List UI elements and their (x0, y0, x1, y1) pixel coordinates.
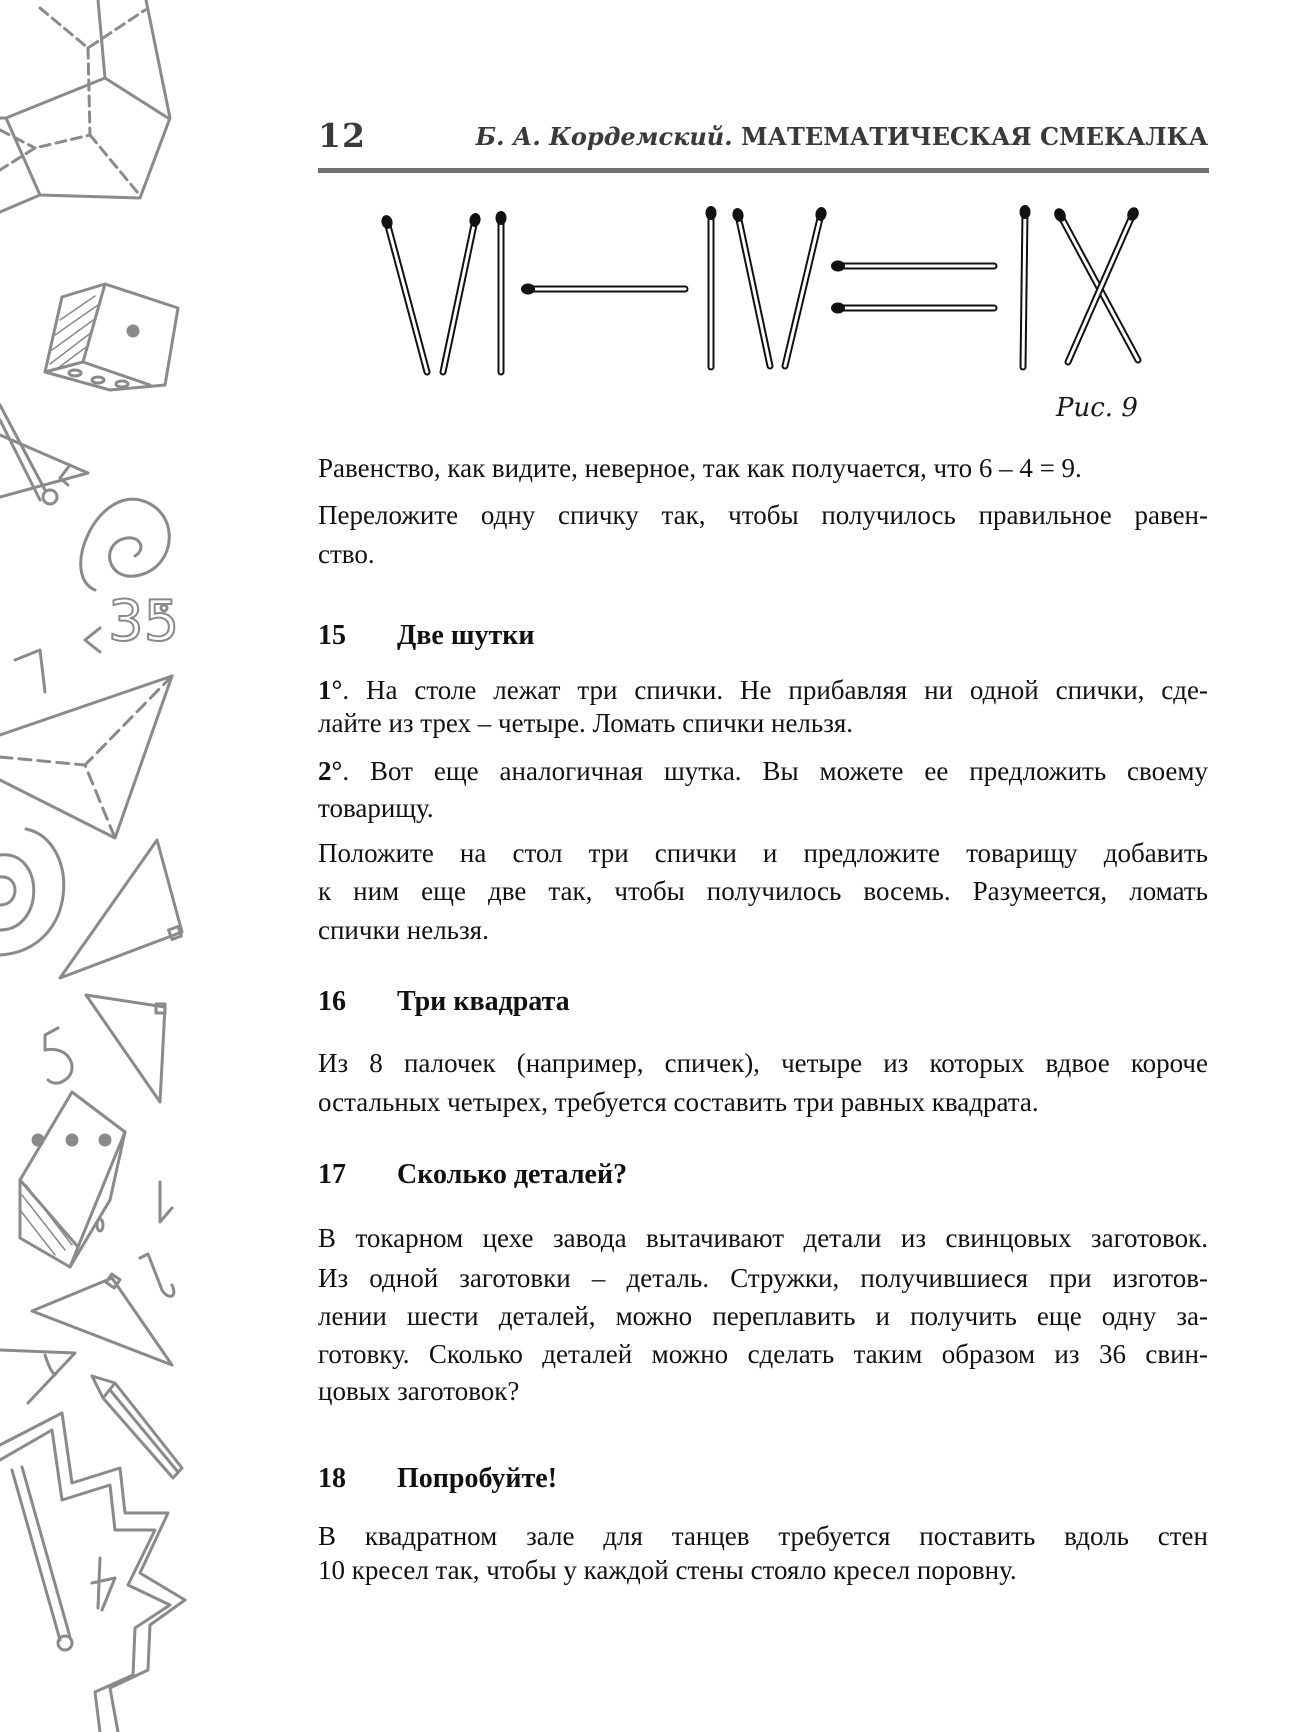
match-head (706, 206, 717, 220)
matchstick (831, 261, 994, 272)
match-head (380, 214, 394, 230)
line-text: . На столе лежат три спички. Не прибавляя ни одной спички, сде- (342, 675, 1208, 705)
page-number: 12 (318, 116, 366, 155)
paragraph-line (318, 758, 1208, 785)
author-name: Б. А. Кордемский. (475, 122, 733, 151)
matchstick (1019, 205, 1030, 367)
paragraph-line: В токарном цехе завода вытачивают детали из свинцовых заготовок. (318, 1223, 1208, 1253)
paragraph-line: Положите на стол три спички и предложите товарищу добавить (318, 838, 1208, 868)
dice-icon (20, 1092, 174, 1296)
paragraph-line: готовку. Сколько деталей можно сделать таким образом из 36 свин- (318, 1339, 1208, 1369)
section-heading (318, 622, 534, 650)
polyhedron-icon (0, 0, 170, 212)
triangle-icon (45, 840, 182, 1102)
intro-line: Равенство, как видите, неверное, так как получается, что 6 – 4 = 9. (318, 453, 1082, 483)
running-head (318, 116, 1208, 156)
paragraph-line: цовых заготовок? (318, 1376, 520, 1406)
matchstick (496, 211, 507, 372)
book-title (476, 122, 1208, 151)
set-square-icon (0, 1274, 172, 1403)
item-marker: 1° (318, 675, 343, 705)
intro-line: ство. (318, 539, 375, 569)
paragraph-line: В квадратном зале для танцев требуется поставить вдоль стен (318, 1521, 1208, 1551)
section-title: Попробуйте! (397, 1463, 558, 1494)
paragraph-line: 10 кресел так, чтобы у каждой стены стояло кресел поровну. (318, 1555, 1017, 1585)
title-text: МАТЕМАТИЧЕСКАЯ СМЕКАЛКА (740, 122, 1208, 151)
match-head (831, 303, 845, 314)
section-heading (318, 1465, 557, 1493)
match-head (496, 211, 507, 225)
long-match-icon (12, 1467, 115, 1650)
section-number: 16 (318, 986, 346, 1017)
paragraph-line: лении шести деталей, можно переплавить и получить еще одну за- (318, 1301, 1208, 1331)
matchstick (831, 303, 994, 314)
match-head (1052, 206, 1068, 224)
matchstick (521, 284, 685, 295)
match-head (1125, 205, 1141, 222)
section-title: Две шутки (397, 620, 535, 651)
concentric-arcs-icon (0, 829, 64, 955)
section-heading (318, 1161, 627, 1189)
item-marker: 2° (318, 756, 343, 786)
matchstick (1068, 205, 1141, 362)
match-head (468, 212, 482, 228)
pencil-icon (92, 1376, 182, 1478)
match-head (731, 207, 745, 223)
match-head (814, 206, 828, 222)
section-heading (318, 988, 570, 1016)
match-head (521, 284, 535, 295)
paragraph-line (318, 677, 1208, 704)
svg-text:35: 35 (108, 589, 180, 654)
section-number: 17 (318, 1159, 346, 1190)
section-number: 15 (318, 620, 346, 651)
section-number: 18 (318, 1463, 346, 1494)
spiral-icon (81, 499, 170, 590)
matchstick (443, 212, 482, 372)
die-icon (45, 284, 178, 390)
section-title: Три квадрата (397, 986, 570, 1017)
pyramid-icon (0, 676, 172, 838)
section-title: Сколько деталей? (397, 1159, 628, 1190)
line-text: . Вот еще аналогичная шутка. Вы можете ее предложить своему (342, 756, 1208, 786)
matchstick (706, 206, 717, 367)
matchsticks-equation-icon (380, 205, 1141, 372)
match-head (1019, 205, 1030, 219)
matchstick (785, 206, 828, 366)
intro-line: Переложите одну спичку так, чтобы получилось правильное равен- (318, 500, 1208, 530)
matchstick (1052, 206, 1138, 360)
header-rule (318, 168, 1209, 173)
paragraph-line: Из 8 палочек (например, спичек), четыре из которых вдвое короче (318, 1048, 1208, 1078)
paragraph-line: лайте из трех – четыре. Ломать спички нельзя. (318, 708, 854, 738)
paragraph-line: спички нельзя. (318, 915, 489, 945)
margin-decoration (0, 0, 200, 1732)
matchstick (380, 214, 427, 372)
paragraph-line: к ним еще две так, чтобы получилось восемь. Разумеется, ломать (318, 876, 1208, 906)
paragraph-line: Из одной заготовки – деталь. Стружки, получившиеся при изготов- (318, 1263, 1208, 1293)
figure-caption: Рис. 9 (1056, 393, 1138, 423)
match-head (831, 261, 845, 272)
matchstick (731, 207, 770, 366)
paragraph-line: остальных четырех, требуется составить три равных квадрата. (318, 1087, 1039, 1117)
paragraph-line: товарищу. (318, 793, 434, 823)
